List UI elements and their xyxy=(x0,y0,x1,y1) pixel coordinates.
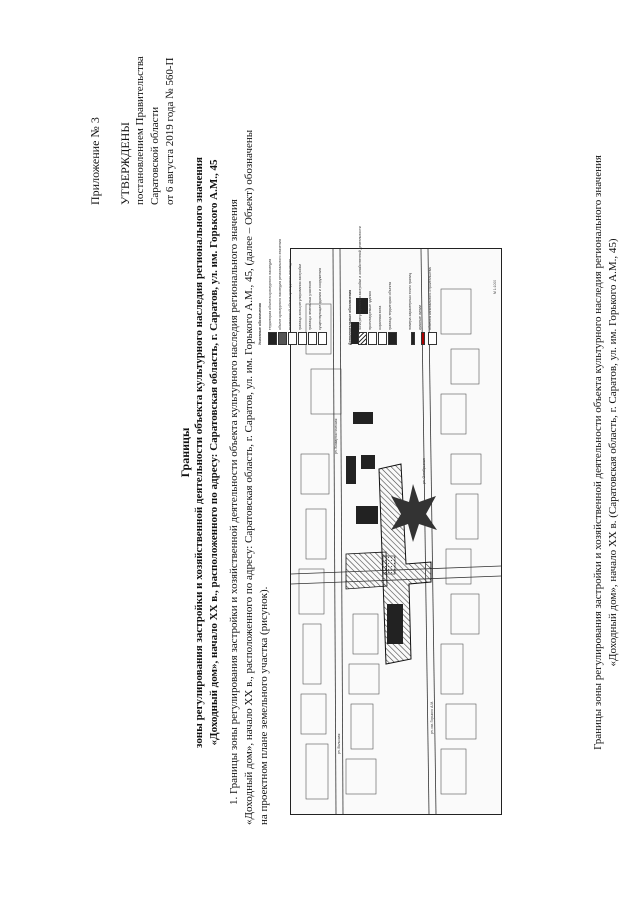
legend-swatch xyxy=(358,332,367,345)
heritage-territory xyxy=(383,556,395,574)
heritage-object xyxy=(387,604,403,644)
street-label-oktyabrskaya: ул. Октябрьская xyxy=(422,458,426,484)
body-line-2: «Доходный дом», начало XX в., расположенного по адресу: Саратовская область, г. Саратов, ул. им. Горького А.М., 45, (далее – Объект) обозначены xyxy=(243,129,255,825)
legend-swatch xyxy=(411,332,415,345)
title-line-2: зоны регулирования застройки и хозяйственной деятельности объекта культурного наследия регионального значения xyxy=(193,157,205,748)
street-label-kommunisticheskaya: ул. Коммунистическая xyxy=(334,418,338,454)
legend-swatch xyxy=(288,332,297,345)
legend-title: Условные обозначения xyxy=(258,303,262,345)
title-line-3: «Доходный дом», начало XX в., расположенного по адресу: Саратовская область, г. Саратов, ул. им. Горького А.М., 45 xyxy=(208,159,220,746)
legend-swatch xyxy=(308,332,317,345)
street-label-gorky: ул. им. Горького А.М. xyxy=(430,700,434,734)
legend-swatch xyxy=(421,332,425,345)
caption-line-2: «Доходный дом», начало XX в. (Саратовская область, г. Саратов, ул. им. Горького А.М., 45) xyxy=(607,238,619,667)
legend-swatch xyxy=(268,332,277,345)
legend-swatch xyxy=(378,332,387,345)
region-label: Саратовской области xyxy=(149,106,161,205)
decree-label: постановлением Правительства xyxy=(134,56,146,205)
legend-swatch xyxy=(298,332,307,345)
approved-label: УТВЕРЖДЕНЫ xyxy=(118,122,132,205)
title-line-1: Границы xyxy=(178,427,192,478)
date-number-label: от 6 августа 2019 года № 560-П xyxy=(164,57,176,205)
legend-subtitle: Дополнительные обозначения xyxy=(348,289,352,345)
regulation-zone-north xyxy=(346,552,387,589)
legend-swatch xyxy=(368,332,377,345)
legend-swatch xyxy=(388,332,397,345)
legend-swatch xyxy=(278,332,287,345)
body-line-1: 1. Границы зоны регулирования застройки и хозяйственной деятельности объекта культурного наследия регионального значения xyxy=(228,199,240,805)
appendix-label: Приложение № 3 xyxy=(88,117,102,205)
street-label-volskaya: ул. Вольская xyxy=(337,733,341,754)
body-line-3: на проектном плане земельного участка (рисунок). xyxy=(258,586,270,825)
legend: Условные обозначения территория объекта культурного наследия объект культурного наследия регионального значения выявленный объект культурного наследия граница зоны регулирования застройки границы земельных участков существующие здания и сооружения Дополнительные обозначения зона регулирования застройки и хозяйственной деятельности проектируемые здания охранная зона граница территории объекта номера характерных точек границ красные линии объекты капитального строительства xyxy=(258,115,458,345)
legend-swatch xyxy=(318,332,327,345)
caption-line-1: Границы зоны регулирования застройки и хозяйственной деятельности объекта культурного наследия регионального значения xyxy=(592,155,604,750)
scale-label: М 1:1000 xyxy=(493,279,497,294)
legend-swatch xyxy=(428,332,437,345)
